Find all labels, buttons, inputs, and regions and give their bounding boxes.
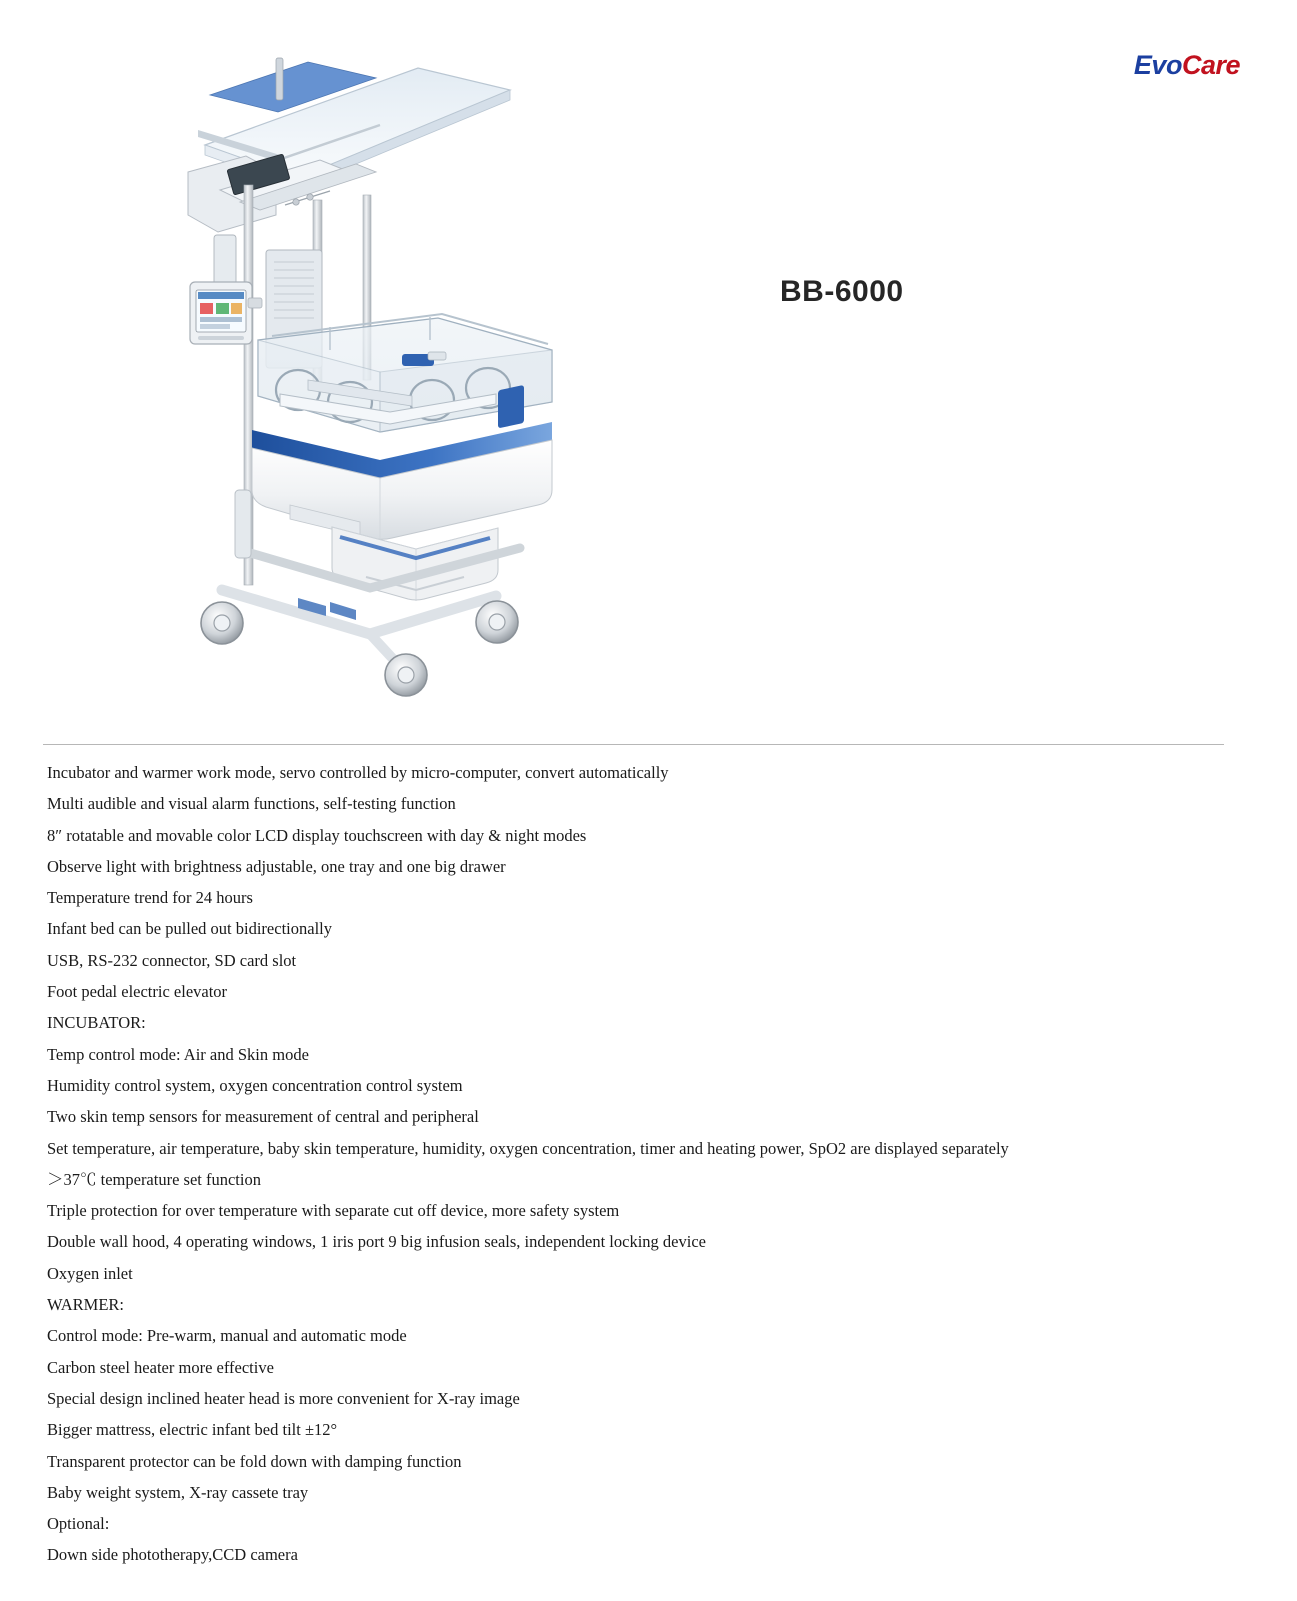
brand-logo-care: Care [1181, 50, 1240, 80]
castor-wheel [385, 654, 427, 696]
castor-wheel [201, 602, 243, 644]
spec-line: Triple protection for over temperature with separate cut off device, more safety system [47, 1201, 620, 1221]
spec-line: Double wall hood, 4 operating windows, 1 iris port 9 big infusion seals, independent locking device [47, 1232, 706, 1252]
spec-line: Transparent protector can be fold down with damping function [47, 1451, 462, 1471]
product-model-title: BB-6000 [780, 275, 904, 308]
spec-line: Special design inclined heater head is more convenient for X-ray image [47, 1388, 520, 1408]
spec-line: Multi audible and visual alarm functions, self-testing function [47, 794, 456, 814]
spec-line: Two skin temp sensors for measurement of central and peripheral [47, 1107, 479, 1127]
spec-line: Temp control mode: Air and Skin mode [47, 1044, 309, 1064]
section-divider [43, 744, 1224, 745]
spec-line: Oxygen inlet [47, 1263, 133, 1283]
spec-line: Carbon steel heater more effective [47, 1357, 274, 1377]
spec-line: Set temperature, air temperature, baby skin temperature, humidity, oxygen concentration, timer and heating power, SpO2 are displayed separately [47, 1138, 1009, 1158]
spec-line: Observe light with brightness adjustable, one tray and one big drawer [47, 856, 506, 876]
spec-section-heading: WARMER: [47, 1295, 125, 1315]
spec-section-heading: INCUBATOR: [47, 1013, 146, 1033]
product-illustration [180, 50, 650, 700]
lcd-touchscreen-display[interactable] [190, 282, 262, 344]
spec-line: Incubator and warmer work mode, servo controlled by micro-computer, convert automatically [47, 763, 669, 782]
spec-line: Temperature trend for 24 hours [47, 888, 253, 908]
brand-logo [1134, 50, 1240, 81]
product-photo [180, 50, 650, 700]
spec-line: Infant bed can be pulled out bidirectionally [47, 919, 332, 939]
spec-line: Humidity control system, oxygen concentration control system [47, 1075, 463, 1095]
spec-line: Baby weight system, X-ray cassete tray [47, 1482, 309, 1502]
spec-line: Down side phototherapy,CCD camera [47, 1545, 298, 1565]
brand-logo-evo: Evo [1133, 50, 1182, 80]
spec-line: Foot pedal electric elevator [47, 982, 228, 1002]
specification-list [47, 757, 1227, 1571]
castor-wheel [476, 601, 518, 643]
spec-line: Bigger mattress, electric infant bed tilt ±12° [47, 1420, 338, 1440]
spec-line: Control mode: Pre-warm, manual and automatic mode [47, 1326, 407, 1346]
spec-line: 8″ rotatable and movable color LCD display touchscreen with day & night modes [47, 825, 587, 845]
spec-section-heading: Optional: [47, 1514, 110, 1534]
spec-line: USB, RS-232 connector, SD card slot [47, 950, 297, 970]
spec-line: ＞37℃ temperature set function [47, 1169, 261, 1189]
